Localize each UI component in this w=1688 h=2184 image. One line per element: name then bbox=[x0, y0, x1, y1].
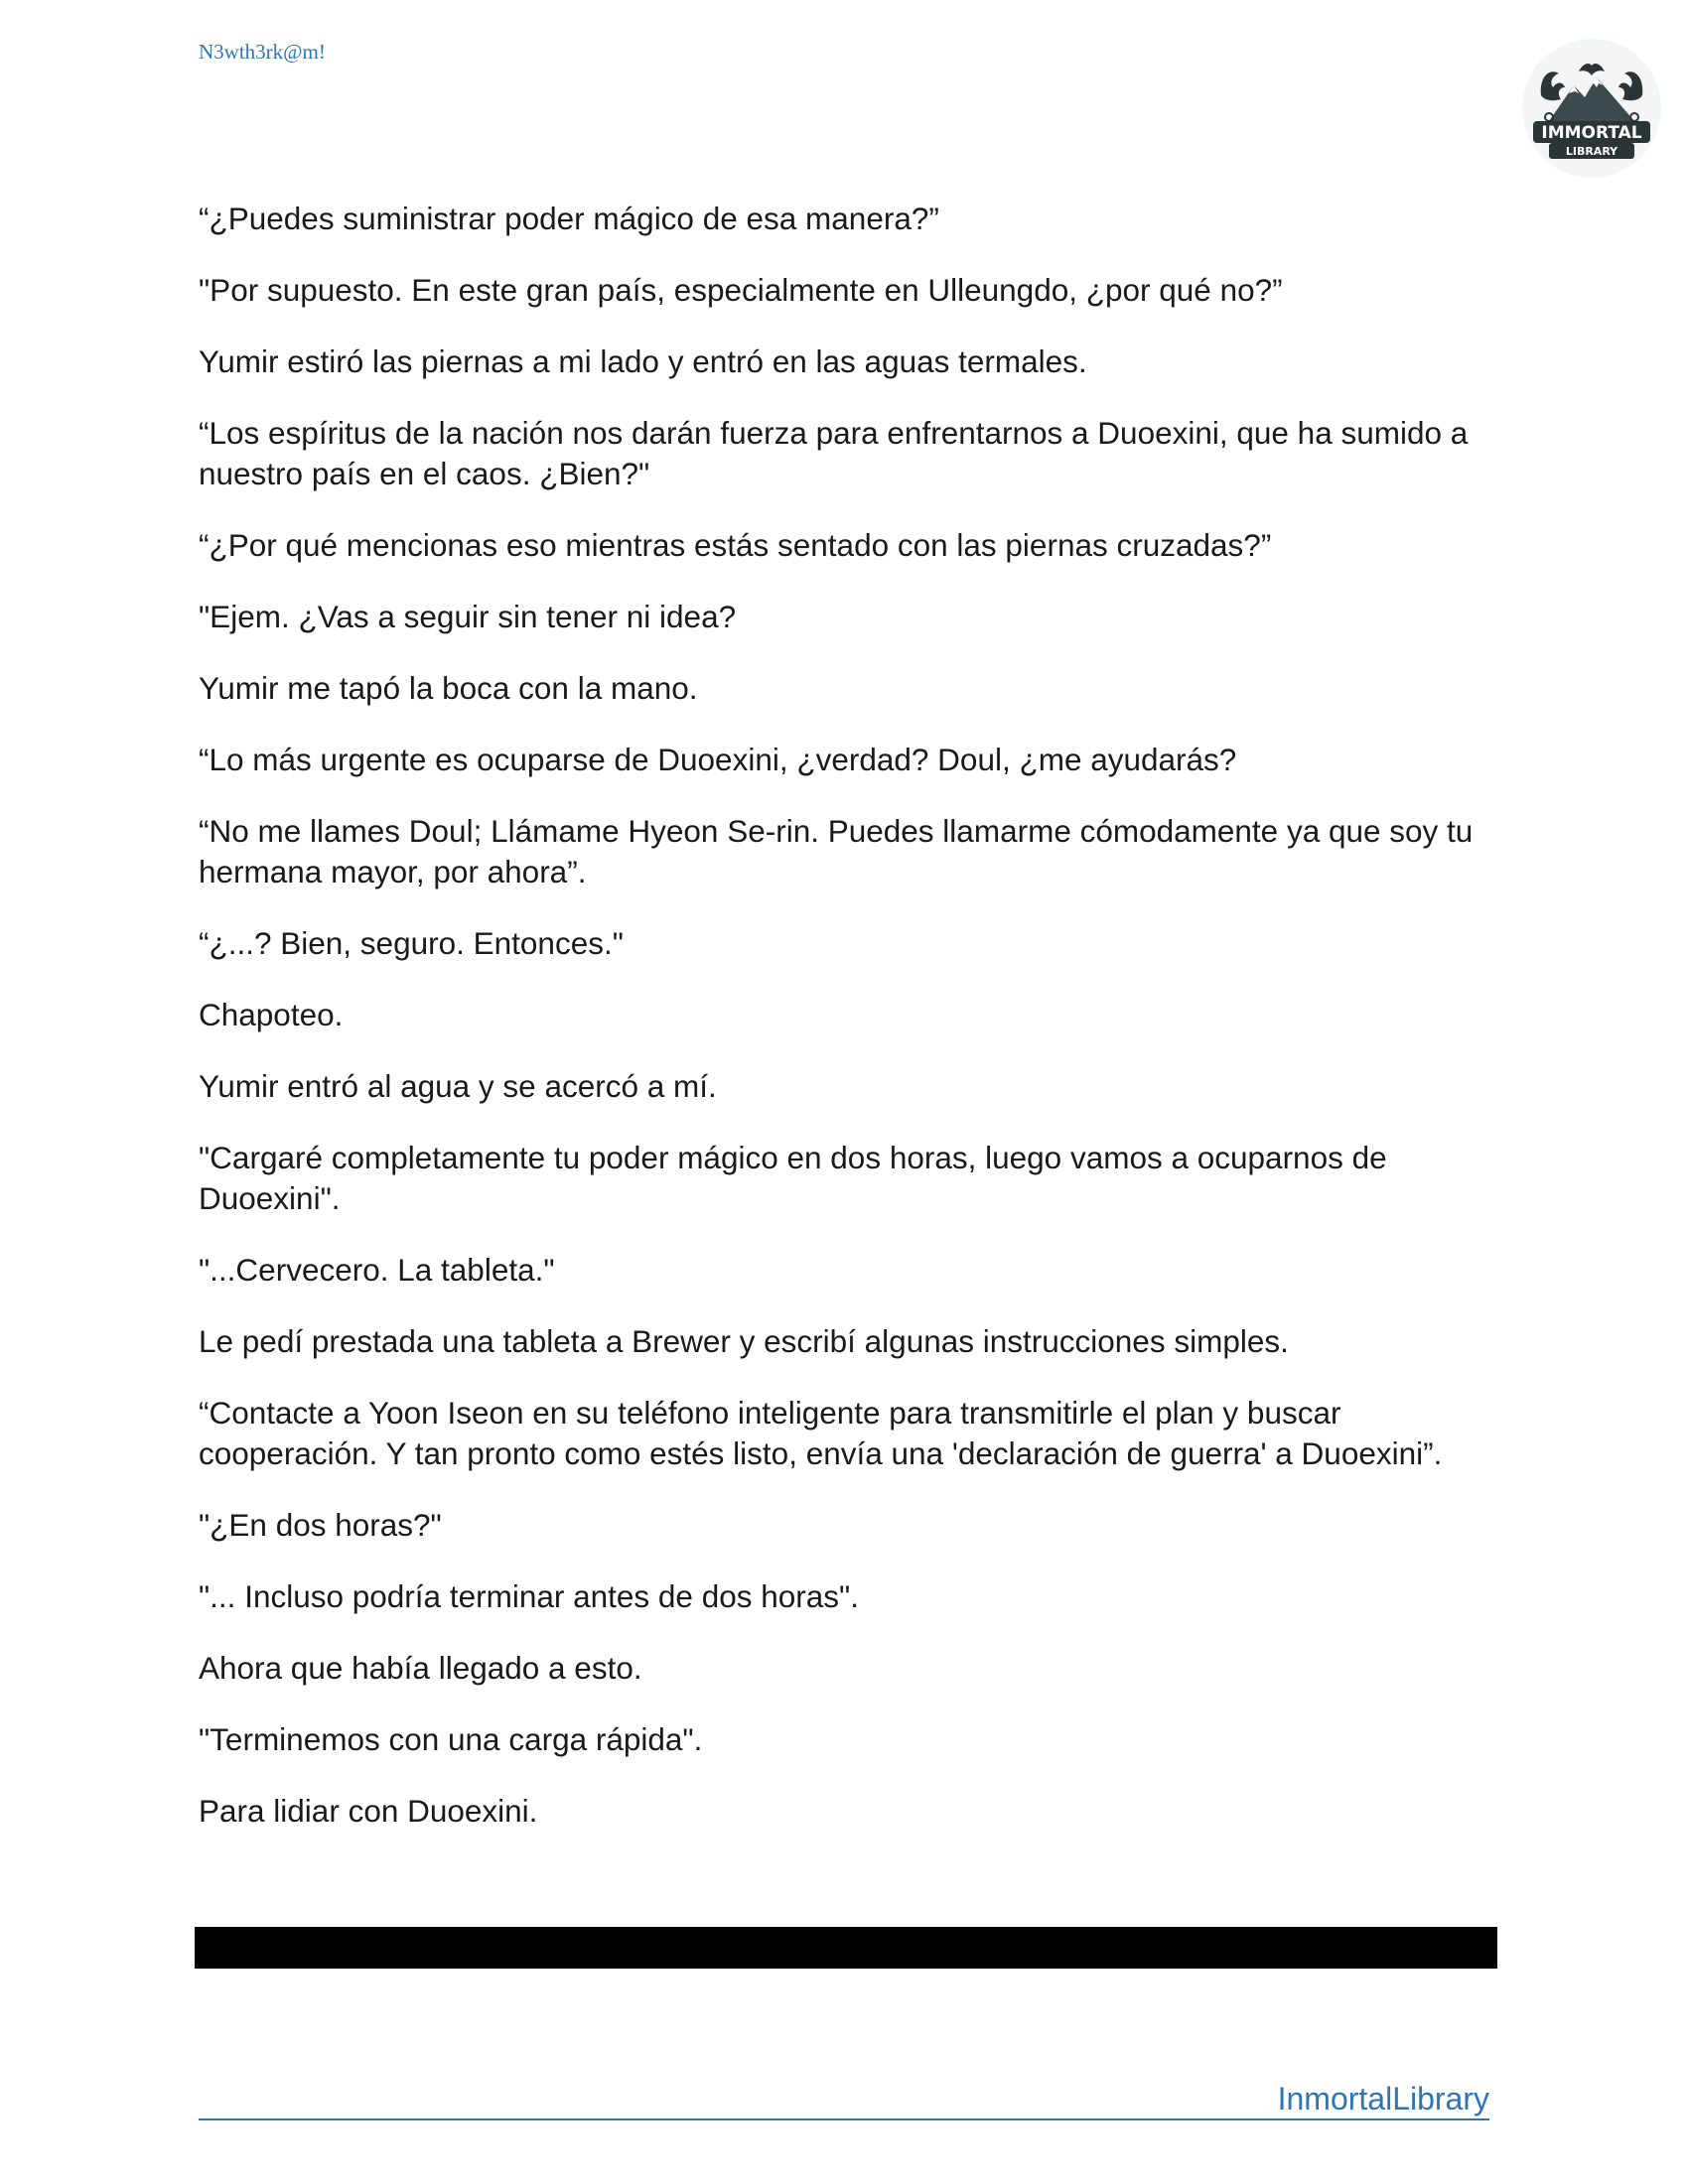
paragraph: Le pedí prestada una tableta a Brewer y escribí algunas instrucciones simples. bbox=[199, 1323, 1289, 1359]
paragraph: Para lidiar con Duoexini. bbox=[199, 1793, 538, 1829]
paragraph: “Los espíritus de la nación nos darán fuerza para enfrentarnos a Duoexini, que ha sumido a nuestro país en el caos. ¿Bien?" bbox=[199, 415, 1469, 491]
chapter-body bbox=[199, 199, 1489, 1862]
footer-library-link[interactable]: InmortalLibrary bbox=[1277, 2081, 1489, 2116]
paragraph: "... Incluso podría terminar antes de dos horas". bbox=[199, 1578, 859, 1614]
paragraph: Chapoteo. bbox=[199, 997, 344, 1032]
paragraph: “¿Por qué mencionas eso mientras estás sentado con las piernas cruzadas?” bbox=[199, 527, 1272, 563]
paragraph: "Ejem. ¿Vas a seguir sin tener ni idea? bbox=[199, 599, 737, 634]
paragraph: Ahora que había llegado a esto. bbox=[199, 1650, 642, 1686]
logo-text-line1: IMMORTAL bbox=[1541, 123, 1642, 143]
paragraph: "Cargaré completamente tu poder mágico en dos horas, luego vamos a ocuparnos de Duoexini". bbox=[199, 1140, 1387, 1216]
header-tag: N3wth3rk@m! bbox=[199, 40, 326, 64]
paragraph: "Por supuesto. En este gran país, especialmente en Ulleungdo, ¿por qué no?” bbox=[199, 272, 1283, 308]
paragraph: “No me llames Doul; Llámame Hyeon Se-rin. Puedes llamarme cómodamente ya que soy tu hermana mayor, por ahora”. bbox=[199, 813, 1474, 889]
paragraph: “¿Puedes suministrar poder mágico de esa manera?” bbox=[199, 201, 939, 236]
paragraph: “Lo más urgente es ocuparse de Duoexini, ¿verdad? Doul, ¿me ayudarás? bbox=[199, 742, 1237, 777]
paragraph: "...Cervecero. La tableta." bbox=[199, 1252, 555, 1288]
paragraph: Yumir estiró las piernas a mi lado y entró en las aguas termales. bbox=[199, 343, 1087, 379]
paragraph: Yumir entró al agua y se acercó a mí. bbox=[199, 1068, 717, 1104]
immortal-library-logo bbox=[1519, 36, 1664, 181]
paragraph: “¿...? Bien, seguro. Entonces." bbox=[199, 925, 624, 961]
paragraph: "Terminemos con una carga rápida". bbox=[199, 1721, 703, 1757]
paragraph: "¿En dos horas?" bbox=[199, 1507, 442, 1543]
black-divider-bar bbox=[195, 1927, 1497, 1969]
footer-underline bbox=[199, 2118, 1489, 2120]
paragraph: “Contacte a Yoon Iseon en su teléfono inteligente para transmitirle el plan y buscar cooperación. Y tan pronto como estés listo, envía una 'declaración de guerra' a Duoexini”. bbox=[199, 1395, 1443, 1471]
paragraph: Yumir me tapó la boca con la mano. bbox=[199, 670, 698, 706]
logo-text-line2: LIBRARY bbox=[1565, 145, 1618, 158]
